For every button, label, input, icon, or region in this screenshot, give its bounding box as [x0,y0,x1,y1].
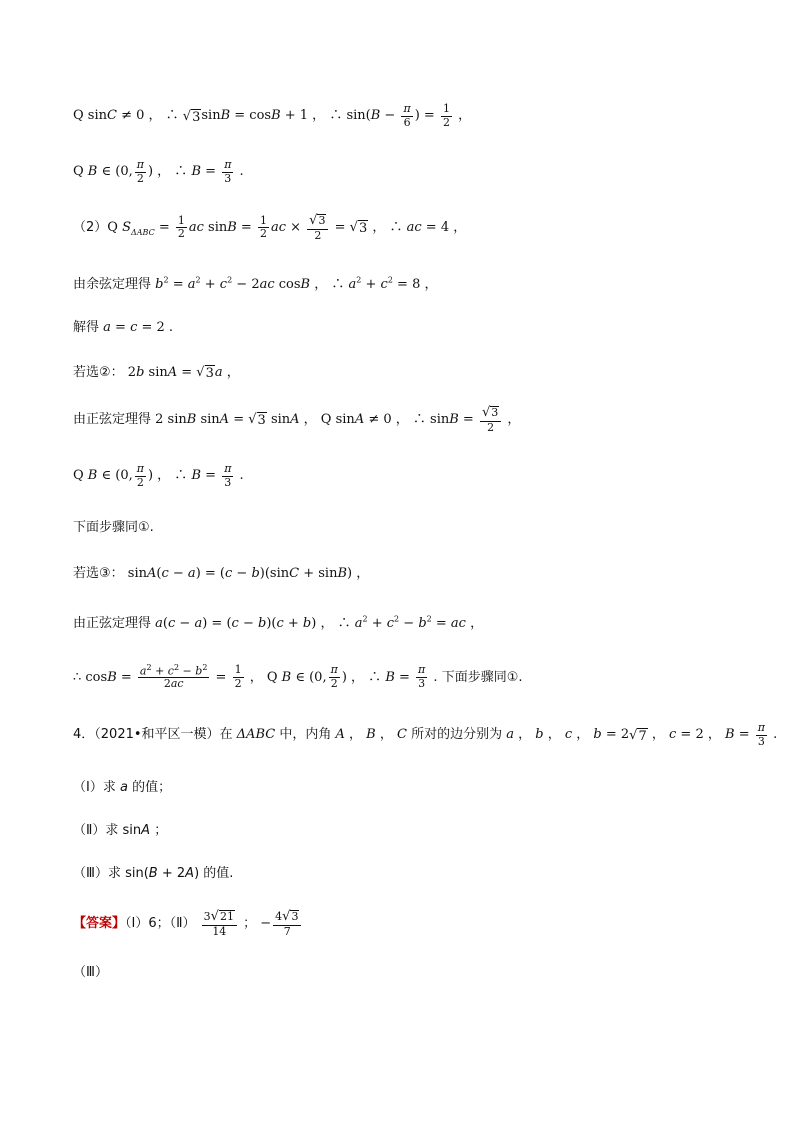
solution-line-7: 由正弦定理得 2 sinB sinA = √ 3 sinA ， Q sinA ≠ 0 ， ∴ sinB = √ 3 2 ， [73,405,521,434]
solution-line-1: Q sinC ≠ 0 ， ∴ √ 3 sinB = cosB + 1 ， ∴ sin(B − $\frac{\pi}{6}$ ) = $\frac{1}{2}$ ， [73,102,472,129]
solution-line-9: 下面步骤同①. [73,519,154,535]
problem-4-part-1: （Ⅰ）求 a 的值； [73,779,172,795]
solution-line-2: Q B ∈ (0, $\frac{\pi}{2}$ ) ， ∴ B = $\frac{\pi}{3}$ . [73,158,244,185]
answer-label: 【答案】 [73,916,126,932]
solution-line-8: Q B ∈ (0, $\frac{\pi}{2}$ ) ， ∴ B = $\frac{\pi}{3}$ . [73,462,244,489]
solution-line-6: 若选②： 2b sinA = √ 3 a ， [73,365,240,381]
answer-part-3: （Ⅲ） [73,964,108,980]
solution-line-4: 由余弦定理得 $b^2 = a^2 + c^2 - 2ac$ cosB ， ∴ $a^2 + c^2 = 8$ ， [73,275,438,292]
solution-line-5: 解得 a = c = 2 . [73,319,174,335]
solution-line-10: 若选③： sinA(c − a) = (c − b)(sinC + sinB) ， [73,565,370,581]
solution-line-3: （2）Q $S_{\Delta ABC}$ = $\frac{1}{2}$ ac sinB = $\frac{1}{2}$ ac × √ 3 2 = √ 3 ， ∴ ac = 4 ， [73,213,467,242]
answer-line: 【答案】（Ⅰ）6；（Ⅱ） 3 √ 21 14 ； − 4 √ 3 7 [73,904,303,944]
problem-4-statement: 4．（2021•和平区一模）在 ΔABC 中，内角 A ， B ， C 所对的边分别为 a ， b ， c ， b = 2 √ 7 ， c = 2 ， B = $\frac{\pi}{3}$ . [73,721,778,748]
problem-4-part-3: （Ⅲ）求 sin(B + 2A) 的值. [73,865,234,881]
solution-line-12: ∴ cosB = $\frac{a^2 + c^2 - b^2}{2ac}$ = $\frac{1}{2}$ ， Q B ∈ (0, $\frac{\pi}{2}$ ) ， ∴ B = $\frac{\pi}{3}$ . 下面步骤同①. [73,662,523,691]
problem-4-part-2: （Ⅱ）求 sinA ； [73,822,168,838]
solution-line-11: 由正弦定理得 a(c − a) = (c − b)(c + b) ， ∴ $a^2 + c^2 - b^2$ = ac ， [73,614,484,631]
